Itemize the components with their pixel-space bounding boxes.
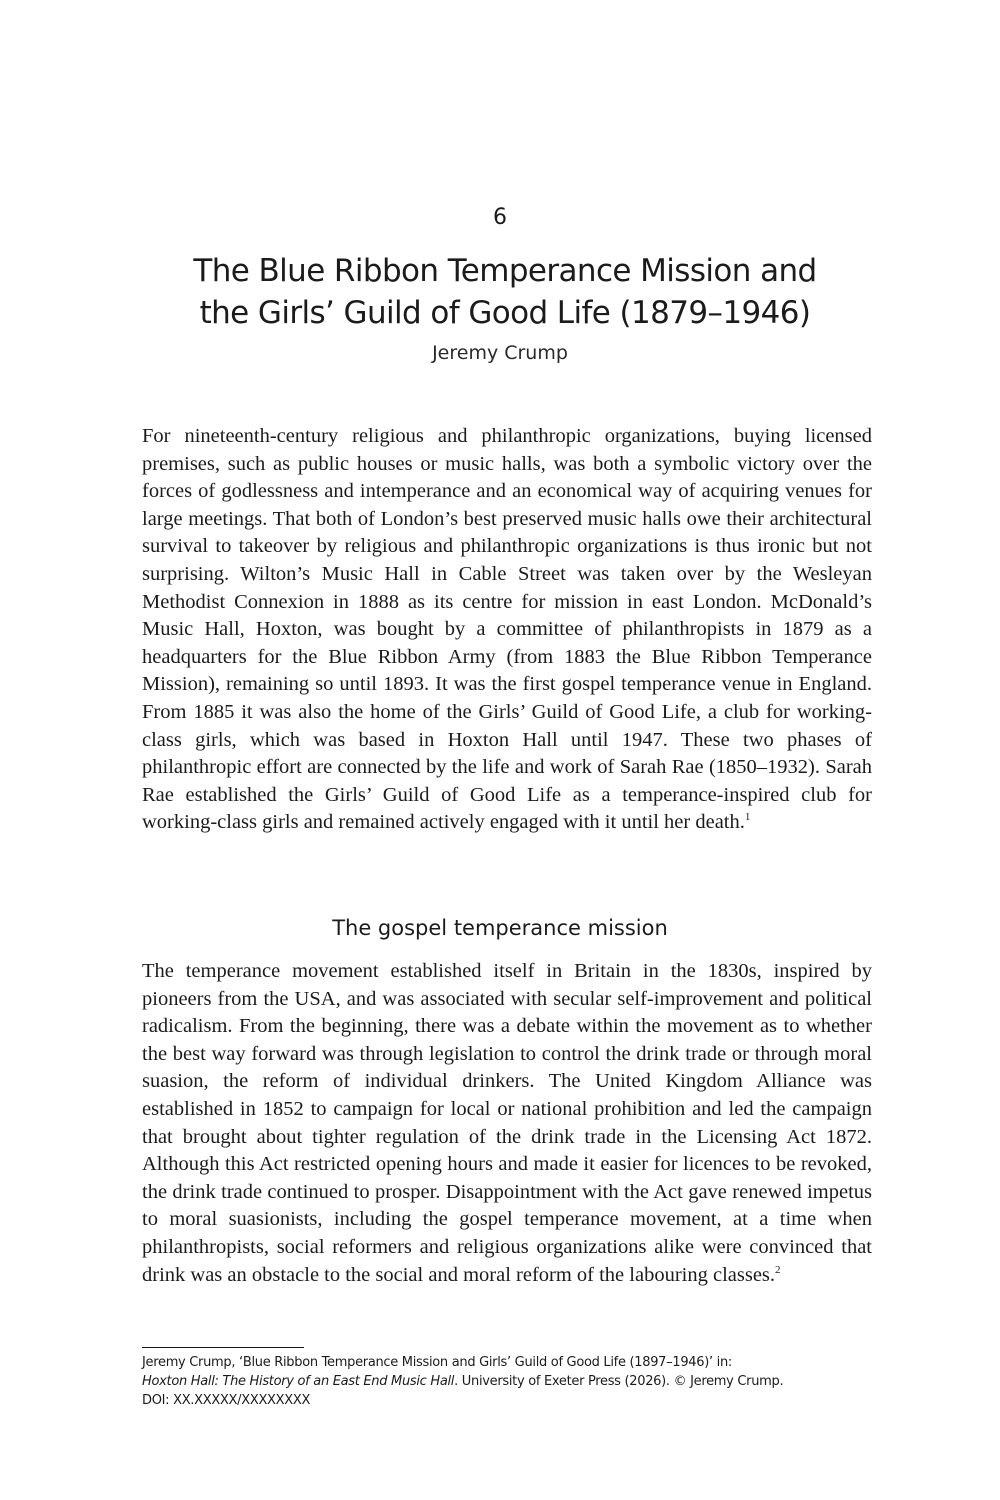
footnote-book-title: Hoxton Hall: The History of an East End Music Hall [142, 1374, 455, 1389]
chapter-title-line-2: the Girls’ Guild of Good Life (1879–1946) [199, 295, 811, 331]
footnote-doi: DOI: XX.XXXXX/XXXXXXXX [142, 1393, 311, 1408]
footnote-divider [142, 1347, 304, 1348]
body-paragraph [142, 423, 872, 837]
chapter-author: Jeremy Crump [432, 342, 568, 364]
body-paragraph [142, 958, 872, 1289]
chapter-title [120, 250, 890, 334]
footnote-marker: 2 [775, 1263, 781, 1276]
chapter-number: 6 [493, 205, 507, 230]
footnote-marker: 1 [744, 811, 751, 824]
footnote [142, 1353, 872, 1410]
paragraph-text: The temperance movement established itself in Britain in the 1830s, inspired by pioneers from the USA, and was associated with secular self-improvement and political radicalism. From the beginning, there was a debate within the movement as to whether the best way forward was through legislation to control the drink trade or through moral suasion, the reform of individual drinkers. The United Kingdom Alliance was established in 1852 to campaign for local or national prohibition and led the campaign that brought about tighter regulation of the drink trade in the Licensing Act 1872. Although this Act restricted opening hours and made it easier for licences to be revoked, the drink trade continued to prosper. Disappointment with the Act gave renewed impetus to moral suasionists, including the gospel temperance movement, at a time when philanthropists, social reformers and religious organizations alike were convinced that drink was an obstacle to the social and moral reform of the labouring classes. [142, 960, 872, 1286]
footnote-citation: Jeremy Crump, ‘Blue Ribbon Temperance Mission and Girls’ Guild of Good Life (1897–1946)’ in: [142, 1355, 732, 1370]
paragraph-text: For nineteenth-century religious and philanthropic organizations, buying licensed premises, such as public houses or music halls, was both a symbolic victory over the forces of godlessness and intemperance and an economical way of acquiring venues for large meetings. That both of London’s best preserved music halls owe their architectural survival to takeover by religious and philanthropic organizations is thus ironic but not surprising. Wilton’s Music Hall in Cable Street was taken over by the Wesleyan Methodist Connexion in 1888 as its centre for mission in east London. McDonald’s Music Hall, Hoxton, was bought by a committee of philanthropists in 1879 as a headquarters for the Blue Ribbon Army (from 1883 the Blue Ribbon Temperance Mission), remaining so until 1893. It was the first gospel temperance venue in England. From 1885 it was also the home of the Girls’ Guild of Good Life, a club for working-class girls, which was based in Hoxton Hall until 1947. These two phases of philanthropic effort are connected by the life and work of Sarah Rae (1850–1932). Sarah Rae established the Girls’ Guild of Good Life as a temperance-inspired club for working-class girls and remained actively engaged with it until her death. [142, 425, 872, 834]
footnote-publisher: . University of Exeter Press (2026). © Jeremy Crump. [454, 1374, 784, 1389]
chapter-title-line-1: The Blue Ribbon Temperance Mission and [193, 253, 817, 289]
section-heading: The gospel temperance mission [332, 916, 668, 940]
